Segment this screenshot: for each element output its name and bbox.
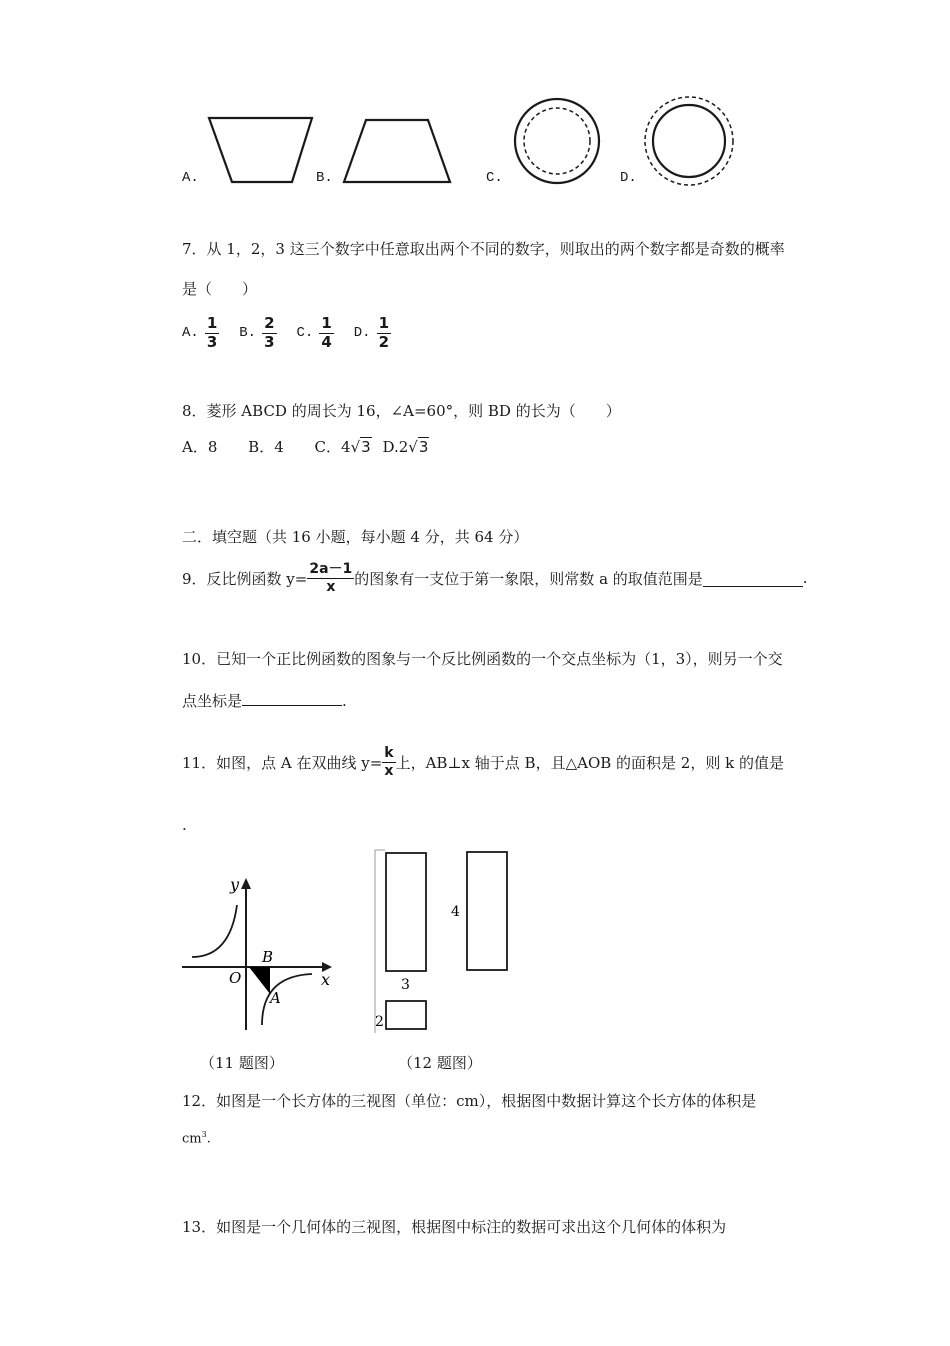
section2-title: 二．填空题（共 16 小题，每小题 4 分，共 64 分） — [182, 528, 529, 546]
q6-option-c-label: C. — [486, 170, 503, 186]
q7-option-c-numerator: 1 — [321, 314, 332, 332]
q9-answer-blank[interactable] — [703, 570, 803, 587]
q11-label-a: A — [270, 989, 281, 1007]
q8-option-d-sqrt: √3 — [408, 438, 429, 456]
q9-fraction — [307, 562, 354, 594]
q7-stem-line2: 是（ ） — [182, 280, 258, 298]
q7-option-a-denominator: 3 — [206, 332, 218, 351]
q12-unit: cm — [182, 1131, 202, 1147]
q9-pre: 9．反比例函数 y= — [182, 569, 308, 588]
q7-option-d-denominator: 2 — [378, 332, 389, 351]
q8-option-c-coef: C．4 — [314, 438, 351, 456]
q12-label-depth: 2 — [375, 1014, 384, 1030]
q12-label-width: 3 — [401, 977, 410, 993]
q7-option-a-numerator: 1 — [206, 314, 218, 332]
q12-line2-end: . — [206, 1131, 211, 1147]
q10-stem-line1: 10．已知一个正比例函数的图象与一个反比例函数的一个交点坐标为（1，3），则另一个交 — [182, 650, 783, 668]
q8-option-c — [315, 438, 377, 456]
q8-option-c-radicand: 3 — [361, 438, 371, 456]
q6-figures — [0, 90, 950, 200]
q11-numerator: k — [384, 745, 394, 761]
q9-post: 的图象有一支位于第一象限，则常数 a 的取值范围是 — [354, 569, 703, 588]
q6-option-b-label: B. — [316, 170, 333, 186]
q6-option-d-circles — [645, 97, 733, 185]
q7-options — [182, 316, 391, 351]
q11-triangle-aob — [249, 967, 270, 994]
q11-y-axis-arrow — [241, 878, 251, 889]
q11-figure — [170, 860, 350, 1040]
q11-hyperbola-branch-upper — [192, 905, 237, 957]
q11-label-y: y — [230, 875, 240, 894]
q12-unit-exponent: 3 — [201, 1130, 207, 1139]
q8-option-d — [382, 438, 429, 456]
q6-option-d-label: D. — [620, 170, 637, 186]
q7-option-b-denominator: 3 — [264, 332, 275, 351]
q7-option-c-fraction — [319, 316, 333, 351]
q7-option-d-fraction — [377, 316, 391, 351]
q11-fraction — [382, 746, 395, 778]
q6-option-c-circles — [515, 99, 599, 183]
q8-option-d-radicand: 3 — [418, 438, 429, 456]
q11-stem — [182, 746, 784, 778]
q8-option-d-coef: D.2 — [382, 438, 409, 456]
q6-option-a-inverted-trapezoid — [209, 118, 312, 182]
q12-stem-line1: 12．如图是一个长方体的三视图（单位：cm），根据图中数据计算这个长方体的体积是 — [182, 1092, 757, 1110]
q6-option-a-label: A. — [182, 170, 199, 186]
q9-denominator: x — [326, 578, 336, 595]
q11-post: 上，AB⊥x 轴于点 B，且△AOB 的面积是 2，则 k 的值是 — [395, 753, 784, 772]
q7-option-b-numerator: 2 — [264, 314, 275, 332]
q7-option-a-label: A. — [182, 325, 199, 342]
q8-options — [182, 436, 429, 457]
q12-top-view — [386, 1001, 426, 1029]
q10-stem-line2 — [182, 690, 347, 711]
q8-option-c-sqrt: √3 — [350, 438, 371, 456]
q7-option-b-fraction — [262, 316, 276, 351]
q11-stem-line2: . — [182, 816, 187, 834]
q9-end: . — [802, 569, 808, 588]
q8-stem: 8．菱形 ABCD 的周长为 16，∠A=60°，则 BD 的长为（ ） — [182, 402, 621, 420]
q10-line2-text: 点坐标是 — [182, 692, 243, 710]
q8-option-a: A．8 — [182, 438, 218, 456]
q10-line2-end: . — [342, 692, 347, 710]
q12-side-view — [467, 852, 507, 970]
q7-option-a-fraction — [205, 316, 219, 351]
q10-answer-blank[interactable] — [242, 691, 342, 706]
q13-stem-line1: 13．如图是一个几何体的三视图，根据图中标注的数据可求出这个几何体的体积为 — [182, 1218, 727, 1236]
q12-label-height: 4 — [451, 904, 460, 920]
q12-caption: （12 题图） — [398, 1054, 482, 1072]
q12-figure — [370, 845, 520, 1040]
q11-label-b: B — [262, 948, 274, 966]
q7-option-c-label: C. — [296, 325, 314, 342]
q7-option-d-numerator: 1 — [378, 314, 389, 332]
q12-front-view — [386, 853, 426, 971]
q6-option-b-trapezoid — [344, 120, 450, 182]
q7-option-c-denominator: 4 — [321, 332, 332, 351]
q8-option-b: B．4 — [248, 438, 284, 456]
q11-caption: （11 题图） — [200, 1054, 284, 1072]
q12-stem-line2 — [182, 1130, 211, 1146]
q7-stem-line1: 7．从 1，2，3 这三个数字中任意取出两个不同的数字，则取出的两个数字都是奇数的概率 — [182, 240, 785, 258]
q7-option-d-label: D. — [353, 325, 371, 342]
q11-label-o: O — [229, 969, 242, 987]
q9-numerator: 2a－1 — [309, 561, 353, 577]
q11-pre: 11．如图，点 A 在双曲线 y= — [182, 753, 383, 772]
q11-label-x: x — [321, 970, 331, 989]
q9-stem — [182, 562, 808, 594]
q7-option-b-label: B. — [239, 325, 257, 342]
q11-denominator: x — [384, 762, 394, 779]
